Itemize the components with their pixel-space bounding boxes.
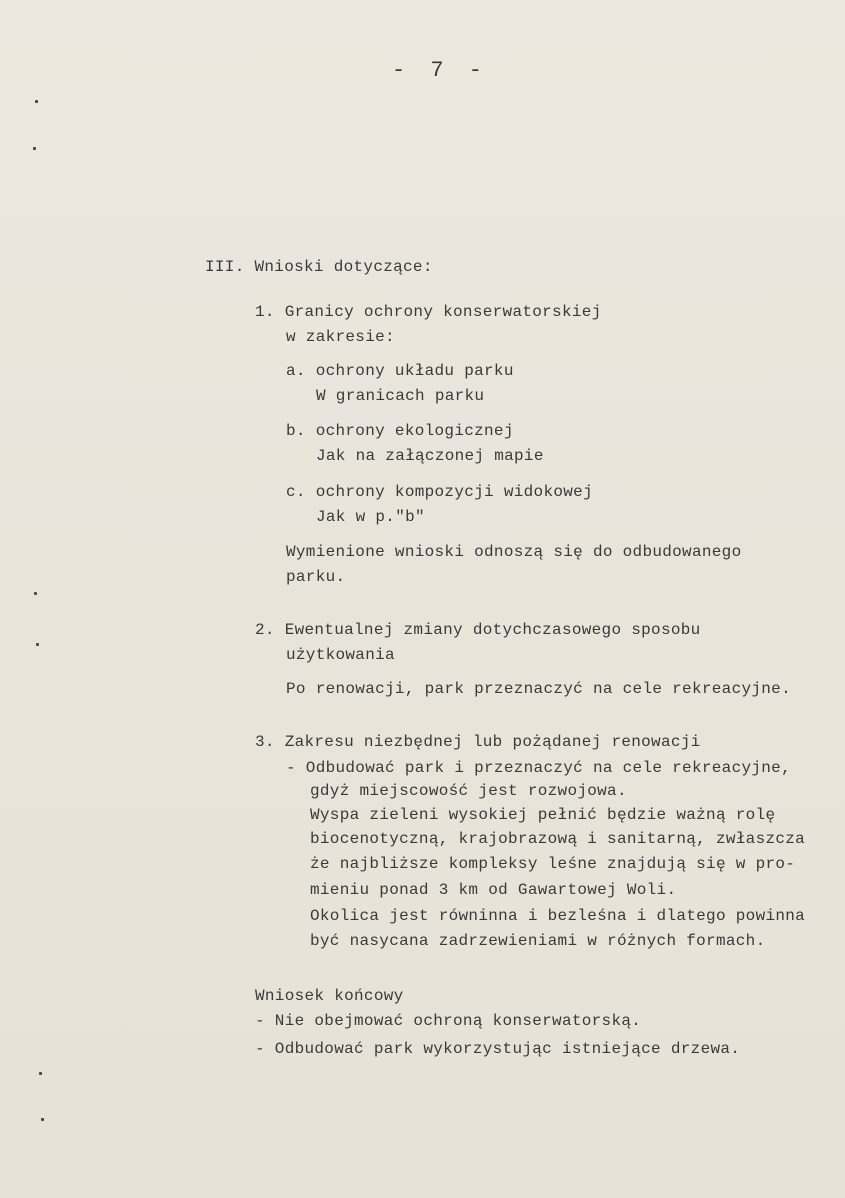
item-3-line: być nasycana zadrzewieniami w różnych formach. [310, 932, 766, 950]
conclusion-title: Wniosek końcowy [255, 987, 404, 1005]
subitem-c-detail: Jak w p."b" [316, 508, 425, 526]
item-2-body: Po renowacji, park przeznaczyć na cele rekreacyjne. [286, 680, 791, 698]
item-1-title: 1. Granicy ochrony konserwatorskiej [255, 303, 602, 321]
item-3-line: Okolica jest równinna i bezleśna i dlatego powinna [310, 907, 806, 925]
item-1-note-cont: parku. [286, 568, 346, 586]
conclusion-line: - Nie obejmować ochroną konserwatorską. [255, 1012, 642, 1030]
page-number: - 7 - [392, 58, 489, 83]
item-1-title-cont: w zakresie: [286, 328, 395, 346]
item-3-line: - Odbudować park i przeznaczyć na cele rekreacyjne, [286, 759, 791, 777]
margin-speck [35, 100, 38, 103]
item-3-line: gdyż miejscowość jest rozwojowa. [310, 782, 627, 800]
margin-speck [36, 643, 39, 646]
subitem-b-title: b. ochrony ekologicznej [286, 422, 514, 440]
item-3-title: 3. Zakresu niezbędnej lub pożądanej renowacji [255, 733, 701, 751]
item-2-title-cont: użytkowania [286, 646, 395, 664]
item-3-line: biocenotyczną, krajobrazową i sanitarną, zwłaszcza [310, 830, 806, 848]
margin-speck [39, 1072, 42, 1075]
subitem-a-title: a. ochrony układu parku [286, 362, 514, 380]
subitem-c-title: c. ochrony kompozycji widokowej [286, 483, 593, 501]
subitem-b-detail: Jak na załączonej mapie [316, 447, 544, 465]
margin-speck [41, 1118, 44, 1121]
margin-speck [34, 592, 37, 595]
item-1-note: Wymienione wnioski odnoszą się do odbudowanego [286, 543, 742, 561]
item-3-line: Wyspa zieleni wysokiej pełnić będzie ważną rolę [310, 806, 776, 824]
margin-speck [33, 147, 36, 150]
section-heading: III. Wnioski dotyczące: [205, 258, 433, 276]
conclusion-line: - Odbudować park wykorzystując istniejące drzewa. [255, 1040, 741, 1058]
item-3-line: że najbliższe kompleksy leśne znajdują się w pro- [310, 855, 796, 873]
item-3-line: mieniu ponad 3 km od Gawartowej Woli. [310, 881, 677, 899]
subitem-a-detail: W granicach parku [316, 387, 485, 405]
item-2-title: 2. Ewentualnej zmiany dotychczasowego sposobu [255, 621, 701, 639]
